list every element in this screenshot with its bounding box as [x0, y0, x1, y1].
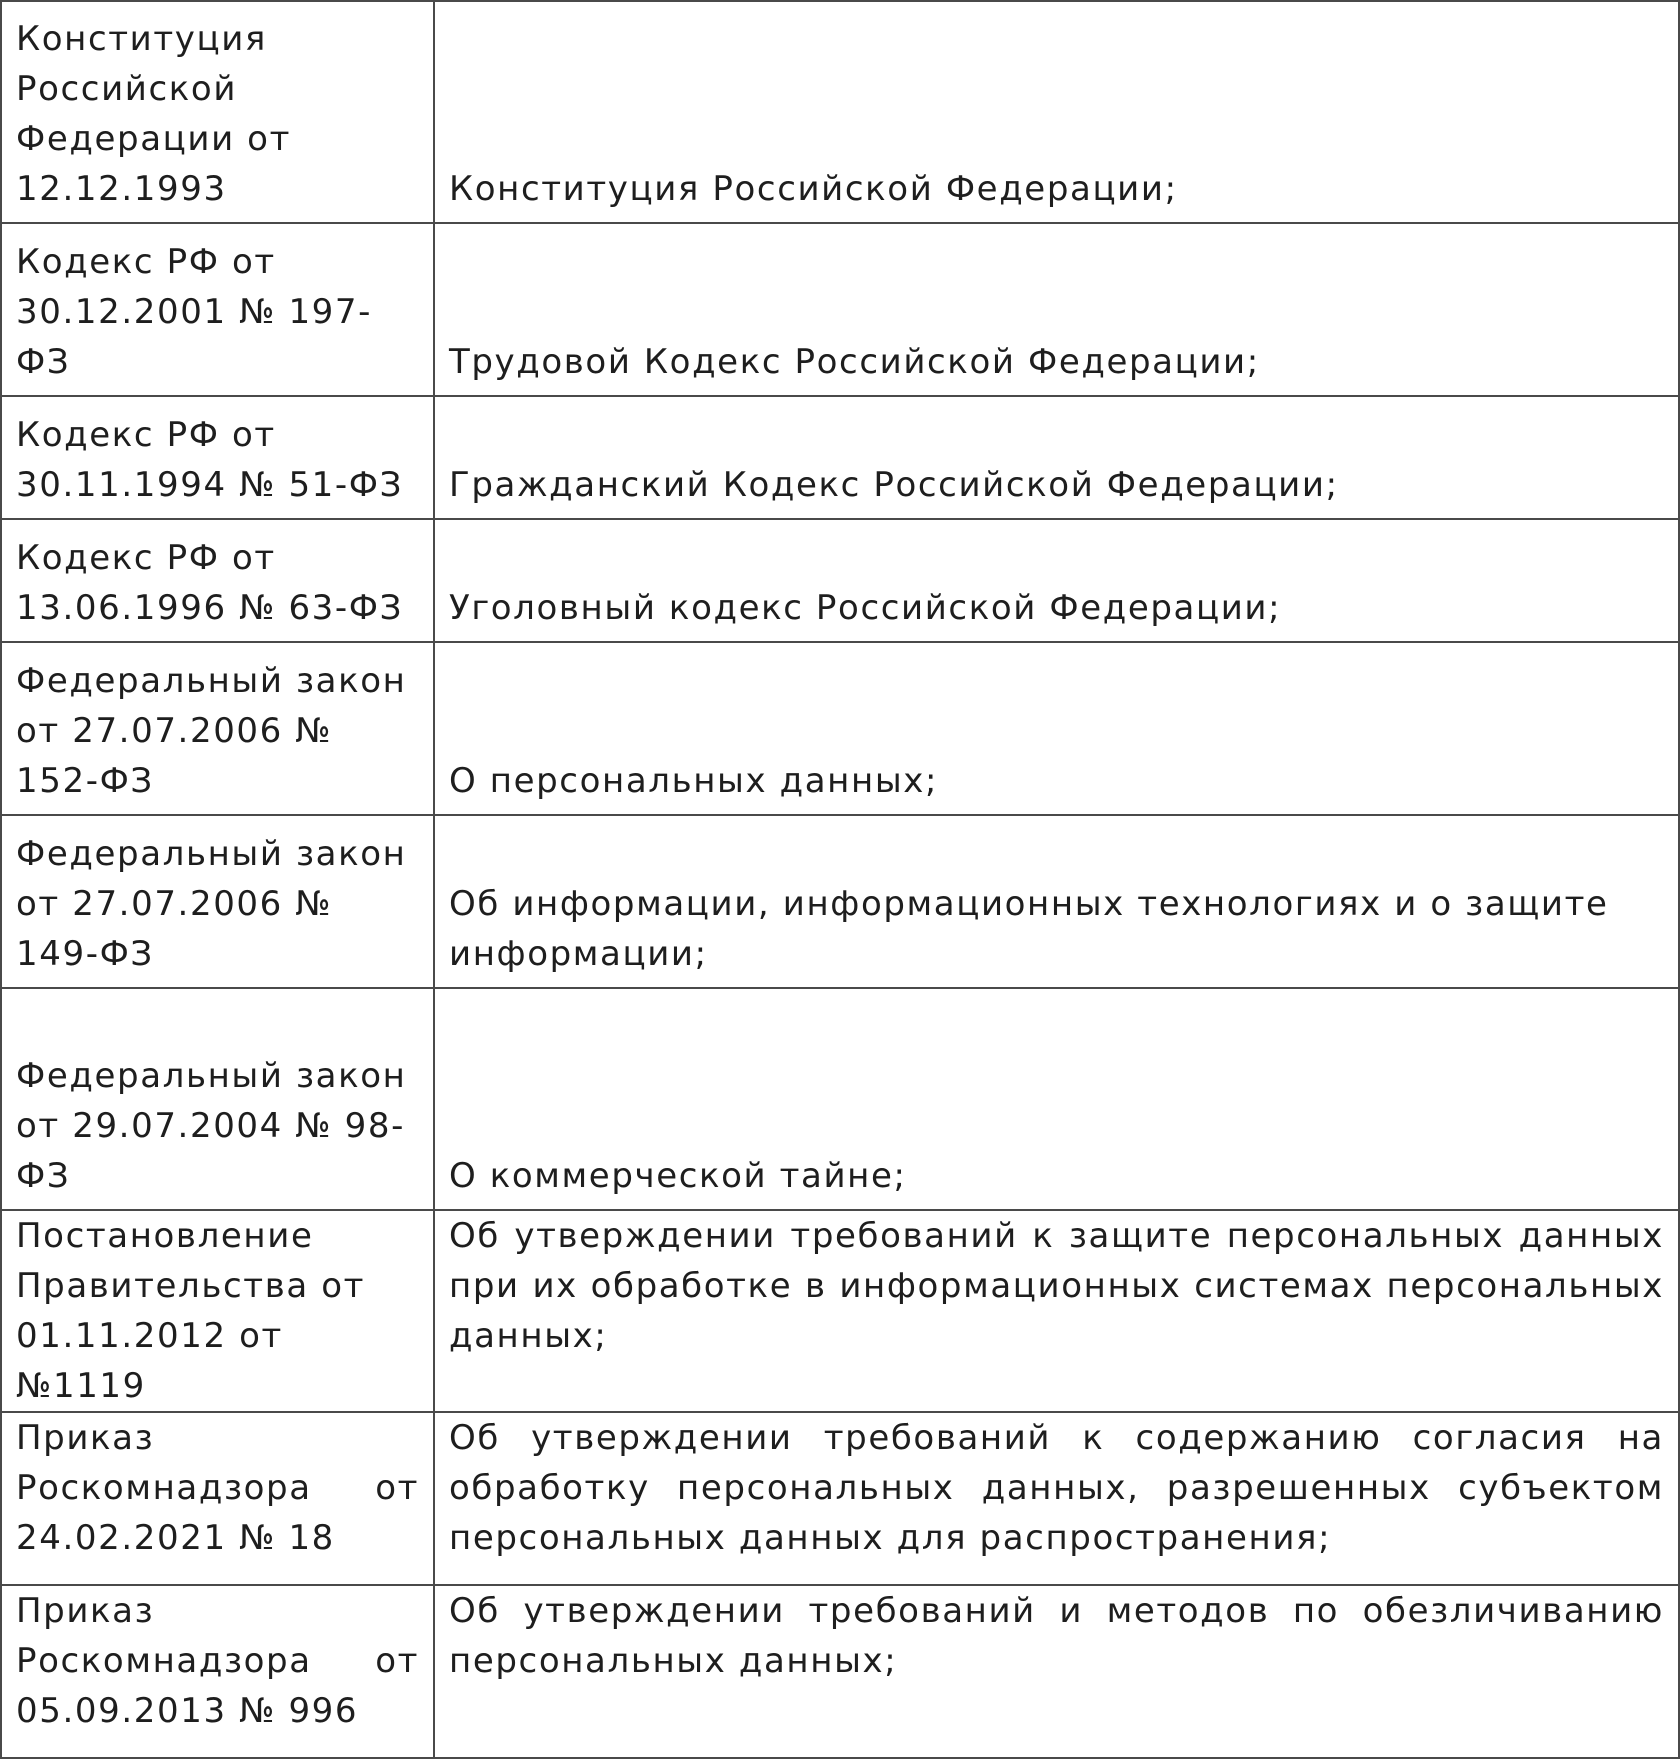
source-text: Постановление Правительства от 01.11.2012 от №1119: [16, 1216, 365, 1406]
table-row: [1, 519, 1679, 642]
title-cell: [434, 1412, 1679, 1585]
source-cell: [1, 519, 434, 642]
title-cell: [434, 1210, 1679, 1412]
title-cell: [434, 988, 1679, 1210]
source-cell: [1, 1210, 434, 1412]
title-text: Об информации, информационных технологиях и о защите информации;: [449, 884, 1609, 974]
table-row: [1, 1585, 1679, 1758]
title-cell: [434, 642, 1679, 815]
source-text: Федеральный закон от 27.07.2006 № 149-ФЗ: [16, 834, 407, 974]
source-text: Федеральный закон от 29.07.2004 № 98-ФЗ: [16, 1056, 407, 1196]
table-row: [1, 1210, 1679, 1412]
source-cell: [1, 815, 434, 988]
title-cell: [434, 815, 1679, 988]
title-cell: [434, 396, 1679, 519]
source-cell: [1, 1585, 434, 1758]
source-text: Приказ Роскомнадзора от 24.02.2021 № 18: [16, 1418, 419, 1558]
source-text: Конституция Российской Федерации от 12.12.1993: [16, 19, 291, 209]
title-cell: [434, 519, 1679, 642]
source-text: Кодекс РФ от 30.11.1994 № 51-ФЗ: [16, 415, 404, 505]
source-cell: [1, 642, 434, 815]
source-cell: [1, 396, 434, 519]
source-text: Кодекс РФ от 13.06.1996 № 63-ФЗ: [16, 538, 404, 628]
source-text: Приказ Роскомнадзора от 05.09.2013 № 996: [16, 1591, 419, 1731]
title-text: Конституция Российской Федерации;: [449, 169, 1178, 209]
table-row: [1, 1, 1679, 223]
title-text: Уголовный кодекс Российской Федерации;: [449, 588, 1282, 628]
title-text: О персональных данных;: [449, 761, 939, 801]
title-cell: [434, 1, 1679, 223]
source-cell: [1, 988, 434, 1210]
source-cell: [1, 1412, 434, 1585]
table-row: [1, 223, 1679, 396]
title-text: Об утверждении требований к защите персональных данных при их обработке в информационных системах персональных данных;: [449, 1216, 1664, 1356]
source-cell: [1, 1, 434, 223]
table-row: [1, 988, 1679, 1210]
table-row: [1, 396, 1679, 519]
source-text: Федеральный закон от 27.07.2006 № 152-ФЗ: [16, 661, 407, 801]
title-cell: [434, 1585, 1679, 1758]
table-row: [1, 1412, 1679, 1585]
table-row: [1, 642, 1679, 815]
table-row: [1, 815, 1679, 988]
source-cell: [1, 223, 434, 396]
title-text: Об утверждении требований и методов по обезличиванию персональных данных;: [449, 1591, 1664, 1681]
title-text: Гражданский Кодекс Российской Федерации;: [449, 465, 1339, 505]
title-cell: [434, 223, 1679, 396]
title-text: Трудовой Кодекс Российской Федерации;: [449, 342, 1260, 382]
title-text: О коммерческой тайне;: [449, 1156, 907, 1196]
title-text: Об утверждении требований к содержанию согласия на обработку персональных данных, разрешенных субъектом персональных данных для распространения;: [449, 1418, 1664, 1558]
source-text: Кодекс РФ от 30.12.2001 № 197-ФЗ: [16, 242, 373, 382]
